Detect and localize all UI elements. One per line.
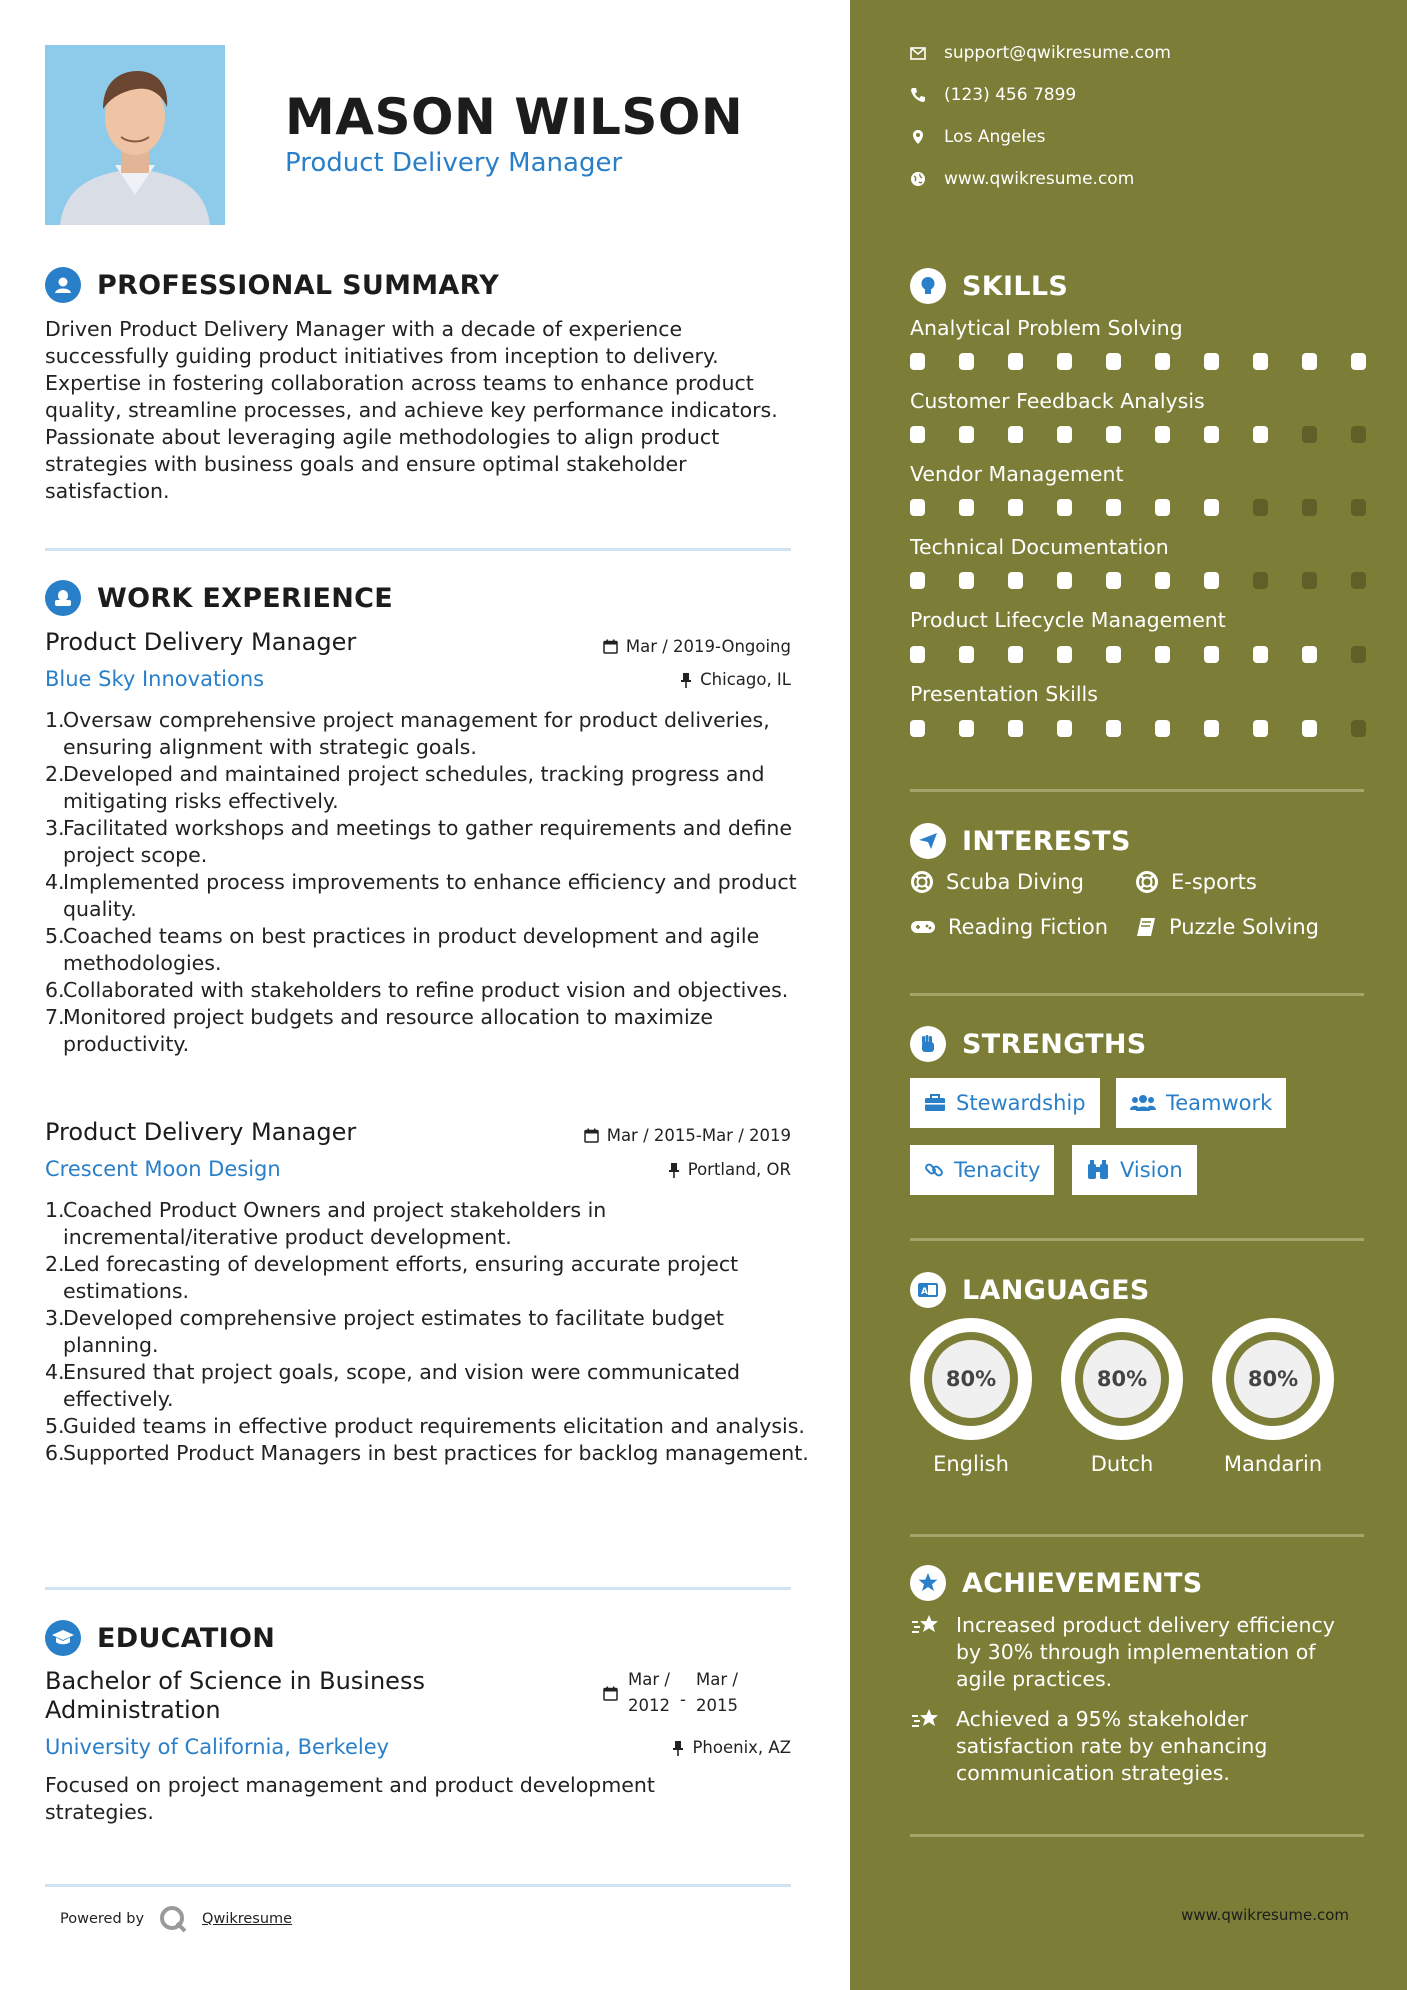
job-responsibilities [45, 707, 815, 1058]
degree-title [45, 1667, 425, 1725]
job-title: Product Delivery Manager [45, 628, 357, 656]
languages-title: LANGUAGES [962, 1274, 1150, 1306]
job-dates-text: Mar / 2019-Ongoing [625, 637, 791, 656]
divider [910, 1534, 1364, 1537]
list-item: 3. Facilitated workshops and meetings to gather requirements and define project scope. [45, 816, 793, 867]
skill-dot-filled [1155, 499, 1170, 516]
achievement-item [910, 1706, 1366, 1787]
skill-rating [910, 572, 1400, 589]
briefcase-icon [45, 580, 81, 616]
strengths-heading [910, 1026, 1147, 1062]
skill-dot-filled [1106, 499, 1121, 516]
skill-dot-filled [1008, 499, 1023, 516]
skill-dot-filled [1057, 426, 1072, 443]
language-icon [910, 1272, 946, 1308]
summary-title: PROFESSIONAL SUMMARY [97, 269, 500, 301]
skill-name: Technical Documentation [910, 535, 1169, 559]
summary-text: Driven Product Delivery Manager with a decade of experience successfully guiding product initiatives from inception to delivery. Expertise in fostering collaboration across teams to enhance product quality, streamline processes, and achieve key performance indicators. Passionate about leveraging agile methodologies to align product strategies with business goals and ensure optimal stakeholder satisfaction. [45, 317, 778, 503]
interest-item [1135, 870, 1257, 894]
skill-dot-empty [1302, 426, 1317, 443]
interest-item [910, 870, 1084, 894]
divider [910, 1834, 1364, 1837]
date-dash: - [680, 1690, 686, 1709]
skill-dot-empty [1351, 720, 1366, 737]
language-percent: 80% [1083, 1340, 1161, 1418]
strength-chip [1116, 1078, 1286, 1128]
paper-plane-icon [910, 823, 946, 859]
achievement-text: Achieved a 95% stakeholder satisfaction rate by enhancing communication strategies. [956, 1707, 1268, 1785]
divider [910, 1238, 1364, 1241]
skill-dot-filled [959, 499, 974, 516]
divider [45, 548, 791, 551]
achievements-title: ACHIEVEMENTS [962, 1567, 1203, 1599]
skill-dot-filled [1106, 572, 1121, 589]
skill-dot-filled [1106, 646, 1121, 663]
skill-name: Product Lifecycle Management [910, 608, 1226, 632]
qwikresume-logo-icon [158, 1904, 188, 1934]
skill-dot-filled [959, 572, 974, 589]
divider [910, 993, 1364, 996]
link-icon [924, 1160, 944, 1180]
job-title: Product Delivery Manager [45, 1118, 357, 1146]
achievements-heading [910, 1565, 1203, 1601]
footer-website[interactable]: www.qwikresume.com [1181, 1906, 1349, 1924]
skill-dot-filled [1008, 646, 1023, 663]
skill-dot-filled [910, 646, 925, 663]
contact-phone[interactable] [910, 85, 1076, 105]
globe-icon [910, 171, 926, 187]
interest-label: E-sports [1171, 870, 1257, 894]
skill-name: Analytical Problem Solving [910, 316, 1183, 340]
skill-dot-filled [1008, 572, 1023, 589]
skill-dot-filled [1302, 646, 1317, 663]
powered-by [60, 1904, 292, 1934]
list-item: 4. Ensured that project goals, scope, and vision were communicated effectively. [45, 1360, 740, 1411]
contact-website-text: www.qwikresume.com [944, 169, 1135, 189]
strength-label: Teamwork [1166, 1091, 1273, 1115]
skill-dot-filled [1057, 646, 1072, 663]
language-name: Mandarin [1223, 1452, 1323, 1476]
gamepad-icon [910, 918, 936, 936]
skill-dot-filled [1106, 720, 1121, 737]
skill-dot-filled [1253, 720, 1268, 737]
strength-chip [910, 1078, 1100, 1128]
language-percent: 80% [1234, 1340, 1312, 1418]
skill-dot-filled [1106, 426, 1121, 443]
calendar-icon [603, 639, 618, 654]
phone-icon [910, 87, 926, 103]
candidate-name: MASON WILSON [285, 88, 744, 146]
skill-dot-filled [1302, 720, 1317, 737]
experience-title: WORK EXPERIENCE [97, 582, 393, 614]
pin-icon [680, 672, 692, 688]
book-icon [1135, 916, 1157, 938]
languages-heading [910, 1272, 1150, 1308]
shooting-star-icon [910, 1706, 942, 1732]
achievement-item [910, 1612, 1366, 1693]
briefcase-icon [924, 1094, 946, 1112]
skill-dot-empty [1302, 499, 1317, 516]
skill-dot-empty [1253, 499, 1268, 516]
interest-label: Puzzle Solving [1169, 915, 1319, 939]
strengths-title: STRENGTHS [962, 1028, 1147, 1060]
skill-dot-filled [1204, 720, 1219, 737]
skill-dot-filled [1155, 572, 1170, 589]
interest-item [910, 915, 1108, 939]
skill-dot-filled [959, 720, 974, 737]
skill-dot-empty [1351, 426, 1366, 443]
education-location [672, 1738, 791, 1757]
strength-label: Vision [1120, 1158, 1183, 1182]
calendar-icon [584, 1128, 599, 1143]
language-item [910, 1318, 1032, 1476]
skill-dot-filled [1204, 353, 1219, 370]
pin-icon [668, 1162, 680, 1178]
list-item: 5. Guided teams in effective product requirements elicitation and analysis. [45, 1414, 805, 1438]
map-marker-icon [910, 129, 926, 145]
job-company: Crescent Moon Design [45, 1157, 281, 1181]
skill-dot-filled [959, 646, 974, 663]
life-ring-icon [910, 870, 934, 894]
interests-title: INTERESTS [962, 825, 1131, 857]
skill-dot-filled [1204, 572, 1219, 589]
skill-dot-filled [1057, 499, 1072, 516]
start-date: Mar / 2012 [628, 1670, 670, 1715]
binoculars-icon [1086, 1160, 1110, 1180]
skill-dot-filled [1057, 720, 1072, 737]
list-item: 1. Coached Product Owners and project stakeholders in incremental/iterative product development. [45, 1198, 607, 1249]
contact-email-text: support@qwikresume.com [944, 43, 1171, 63]
experience-heading [45, 580, 393, 616]
contact-phone-text: (123) 456 7899 [944, 85, 1077, 105]
envelope-icon [910, 47, 926, 60]
skill-dot-empty [1302, 572, 1317, 589]
skill-rating [910, 353, 1400, 370]
list-item: 4. Implemented process improvements to enhance efficiency and product quality. [45, 870, 797, 921]
strength-label: Stewardship [956, 1091, 1086, 1115]
skill-dot-filled [910, 720, 925, 737]
job-dates-text: Mar / 2015-Mar / 2019 [606, 1126, 791, 1145]
language-item [1212, 1318, 1334, 1476]
job-responsibilities [45, 1197, 815, 1467]
language-progress-ring [910, 1318, 1032, 1440]
pin-icon [672, 1740, 684, 1756]
skill-dot-empty [1351, 572, 1366, 589]
skill-dot-filled [1351, 353, 1366, 370]
list-item: 5. Coached teams on best practices in product development and agile methodologies. [45, 924, 760, 975]
skill-dot-filled [910, 353, 925, 370]
list-item: 7. Monitored project budgets and resource allocation to maximize productivity. [45, 1005, 714, 1056]
language-item [1061, 1318, 1183, 1476]
skills-title: SKILLS [962, 270, 1069, 302]
degree-line: Administration [45, 1696, 221, 1724]
contact-website[interactable] [910, 169, 1134, 189]
interest-label: Scuba Diving [946, 870, 1084, 894]
language-name: English [933, 1452, 1009, 1476]
skill-dot-empty [1253, 572, 1268, 589]
job-dates [584, 1126, 791, 1145]
candidate-role: Product Delivery Manager [285, 148, 623, 178]
skill-dot-filled [1204, 646, 1219, 663]
skill-dot-filled [1008, 720, 1023, 737]
divider [45, 1884, 791, 1887]
contact-location-text: Los Angeles [944, 127, 1046, 147]
skill-dot-filled [1204, 426, 1219, 443]
education-dates [603, 1667, 738, 1719]
interest-item [1135, 915, 1319, 939]
profile-photo [45, 45, 225, 225]
education-location-text: Phoenix, AZ [692, 1738, 791, 1757]
skill-dot-filled [1106, 353, 1121, 370]
sidebar [850, 0, 1407, 1990]
job-company: Blue Sky Innovations [45, 667, 265, 691]
users-icon [1130, 1094, 1156, 1112]
skill-dot-filled [1155, 353, 1170, 370]
skill-dot-filled [910, 572, 925, 589]
skill-dot-filled [1008, 353, 1023, 370]
list-item: 6. Supported Product Managers in best practices for backlog management. [45, 1441, 809, 1465]
skill-name: Presentation Skills [910, 682, 1098, 706]
end-date: Mar / 2015 [695, 1670, 738, 1715]
person-avatar-icon [45, 45, 225, 225]
language-name: Dutch [1090, 1452, 1154, 1476]
job-location-text: Chicago, IL [700, 670, 791, 689]
contact-location [910, 127, 1046, 147]
skill-dot-filled [1302, 353, 1317, 370]
job-dates [603, 637, 791, 656]
skill-dot-filled [1008, 426, 1023, 443]
interests-heading [910, 823, 1131, 859]
fist-icon [910, 1026, 946, 1062]
skill-dot-filled [1057, 353, 1072, 370]
job-location-text: Portland, OR [687, 1160, 791, 1179]
skill-dot-empty [1351, 646, 1366, 663]
skills-heading [910, 268, 1068, 304]
graduation-cap-icon [45, 1620, 81, 1656]
skill-dot-filled [1253, 353, 1268, 370]
svg-text:A: A [921, 1287, 928, 1297]
job-location [668, 1160, 791, 1179]
achievement-text: Increased product delivery efficiency by 30% through implementation of agile practices. [956, 1613, 1335, 1691]
skill-name: Vendor Management [910, 462, 1124, 486]
calendar-icon [603, 1686, 618, 1701]
divider [910, 789, 1364, 792]
list-item: 2. Led forecasting of development efforts, ensuring accurate project estimations. [45, 1252, 739, 1303]
skill-dot-filled [1155, 426, 1170, 443]
strength-chip [910, 1145, 1054, 1195]
list-item: 2. Developed and maintained project schedules, tracking progress and mitigating risks effectively. [45, 762, 765, 813]
interest-label: Reading Fiction [948, 915, 1109, 939]
school-name: University of California, Berkeley [45, 1735, 390, 1759]
divider [45, 1587, 791, 1590]
skill-rating [910, 426, 1400, 443]
star-badge-icon [910, 1565, 946, 1601]
list-item: 1. Oversaw comprehensive project management for product deliveries, ensuring alignment with strategic goals. [45, 708, 770, 759]
language-progress-ring [1212, 1318, 1334, 1440]
qwikresume-link[interactable]: Qwikresume [202, 1911, 293, 1927]
language-progress-ring [1061, 1318, 1183, 1440]
education-title: EDUCATION [97, 1622, 276, 1654]
list-item: 3. Developed comprehensive project estimates to facilitate budget planning. [45, 1306, 724, 1357]
shooting-star-icon [910, 1612, 942, 1638]
skill-dot-filled [1204, 499, 1219, 516]
skill-rating [910, 499, 1400, 516]
contact-email[interactable] [910, 43, 1171, 63]
lightbulb-icon [910, 268, 946, 304]
skill-dot-filled [910, 499, 925, 516]
list-item: 6. Collaborated with stakeholders to refine product vision and objectives. [45, 978, 789, 1002]
skill-dot-filled [1253, 646, 1268, 663]
skill-name: Customer Feedback Analysis [910, 389, 1205, 413]
skill-dot-empty [1351, 499, 1366, 516]
degree-line: Bachelor of Science in Business [45, 1667, 425, 1695]
skill-dot-filled [959, 426, 974, 443]
strength-label: Tenacity [954, 1158, 1041, 1182]
job-location [680, 670, 791, 689]
skill-dot-filled [1057, 572, 1072, 589]
skill-rating [910, 720, 1400, 737]
skill-dot-filled [959, 353, 974, 370]
skill-dot-filled [1155, 720, 1170, 737]
strength-chip [1072, 1145, 1197, 1195]
powered-by-label: Powered by [60, 1911, 145, 1927]
summary-heading [45, 267, 499, 303]
skill-dot-filled [910, 426, 925, 443]
skill-dot-filled [1253, 426, 1268, 443]
skill-dot-filled [1155, 646, 1170, 663]
language-percent: 80% [932, 1340, 1010, 1418]
skill-rating [910, 646, 1400, 663]
life-ring-icon [1135, 870, 1159, 894]
education-description: Focused on project management and product development strategies. [45, 1773, 655, 1824]
user-icon [45, 267, 81, 303]
education-heading [45, 1620, 275, 1656]
